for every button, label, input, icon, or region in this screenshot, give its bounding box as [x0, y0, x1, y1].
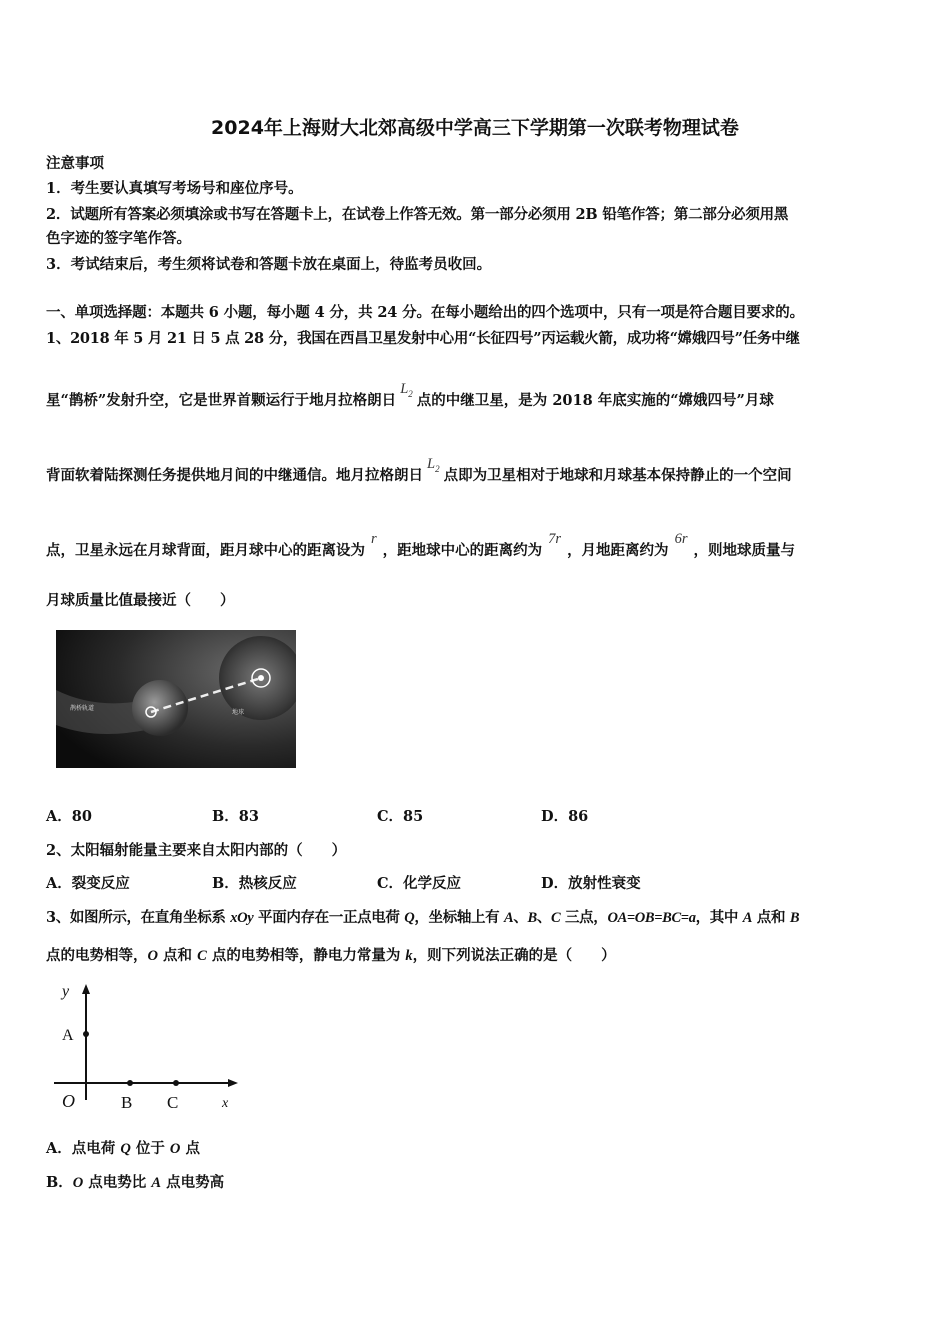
- notice-item-2: 2．试题所有答案必须填涂或书写在答题卡上，在试卷上作答无效。第一部分必须用 2B 铅笔作答；第二部分必须用黑: [46, 206, 789, 223]
- notice-item-3: 3．考试结束后，考生须将试卷和答题卡放在桌面上，待监考员收回。: [46, 256, 492, 273]
- q1-option-a[interactable]: A．80: [46, 808, 92, 825]
- math-r: r: [371, 531, 377, 547]
- notice-heading: 注意事项: [46, 155, 104, 172]
- q3-option-b[interactable]: B．O 点电势比 A 点电势高: [46, 1174, 225, 1191]
- y-axis-arrow-icon: [82, 984, 90, 994]
- notice-item-2-cont: 色字迹的签字笔作答。: [46, 230, 191, 247]
- point-c: [173, 1080, 179, 1086]
- coordinate-diagram: [50, 982, 240, 1112]
- q1-option-b[interactable]: B．83: [212, 808, 259, 825]
- q1-text: 点即为卫星相对于地球和月球基本保持静止的一个空间: [443, 467, 792, 484]
- point-b: [127, 1080, 133, 1086]
- moon-shape: [132, 680, 188, 736]
- math-l2: $L_2$: [400, 381, 413, 399]
- point-a: [83, 1031, 89, 1037]
- q1-line-3: [46, 456, 792, 486]
- q1-text: 星“鹊桥”发射升空，它是世界首颗运行于地月拉格朗日: [46, 392, 397, 409]
- math-7r: 7r: [548, 531, 562, 547]
- math-6r: 6r: [674, 531, 688, 547]
- q3-line-1: 3、如图所示，在直角坐标系 xOy 平面内存在一正点电荷 Q，坐标轴上有 A、B、C 三点，OA=OB=BC=a，其中 A 点和 B: [46, 909, 800, 926]
- q2-option-d[interactable]: D．放射性衰变: [541, 875, 641, 892]
- q1-text: ，月地距离约为: [567, 542, 669, 559]
- q1-text: ，距地球中心的距离约为: [382, 542, 543, 559]
- photo-label-left: 鹊桥轨道: [70, 705, 95, 712]
- label-a: A: [62, 1027, 74, 1044]
- q1-line-1: 1、2018 年 5 月 21 日 5 点 28 分，我国在西昌卫星发射中心用“长征四号”丙运载火箭，成功将“嫦娥四号”任务中继: [46, 330, 800, 347]
- q2-option-c[interactable]: C．化学反应: [377, 875, 462, 892]
- x-axis-arrow-icon: [228, 1079, 238, 1087]
- q1-option-c[interactable]: C．85: [377, 808, 424, 825]
- q1-line-2: [46, 381, 774, 411]
- axis-y-label: y: [62, 983, 70, 1000]
- q1-text: ，则地球质量与: [693, 542, 795, 559]
- notice-item-1: 1．考生要认真填写考场号和座位序号。: [46, 180, 303, 197]
- q1-text: 点的中继卫星，是为 2018 年底实施的“嫦娥四号”月球: [416, 392, 774, 409]
- q2-option-b[interactable]: B．热核反应: [212, 875, 297, 892]
- q3-line-2: 点的电势相等，O 点和 C 点的电势相等，静电力常量为 k，则下列说法正确的是（ ）: [46, 947, 616, 964]
- q3-option-a[interactable]: A．点电荷 Q 位于 O 点: [46, 1140, 200, 1157]
- q1-option-d[interactable]: D．86: [541, 808, 589, 825]
- earth-moon-relay-photo: [56, 630, 296, 768]
- q1-text: 点，卫星永远在月球背面，距月球中心的距离设为: [46, 542, 365, 559]
- q2-stem: 2、太阳辐射能量主要来自太阳内部的（ ）: [46, 842, 347, 859]
- photo-label-right: 地球: [232, 709, 245, 716]
- label-c: C: [167, 1093, 179, 1112]
- target-dot-icon: [258, 675, 264, 681]
- label-b: B: [121, 1093, 133, 1112]
- label-o: O: [62, 1091, 75, 1111]
- q1-line-4: [46, 531, 795, 560]
- page-title: 2024年上海财大北郊高级中学高三下学期第一次联考物理试卷: [211, 117, 739, 139]
- axis-x-label: x: [222, 1096, 229, 1111]
- math-l2: $L_2$: [427, 456, 440, 474]
- q2-option-a[interactable]: A．裂变反应: [46, 875, 130, 892]
- q1-line-5: 月球质量比值最接近（ ）: [46, 592, 235, 609]
- section-heading: 一、单项选择题：本题共 6 小题，每小题 4 分，共 24 分。在每小题给出的四个选项中，只有一项是符合题目要求的。: [46, 304, 804, 321]
- q1-text: 背面软着陆探测任务提供地月间的中继通信。地月拉格朗日: [46, 467, 423, 484]
